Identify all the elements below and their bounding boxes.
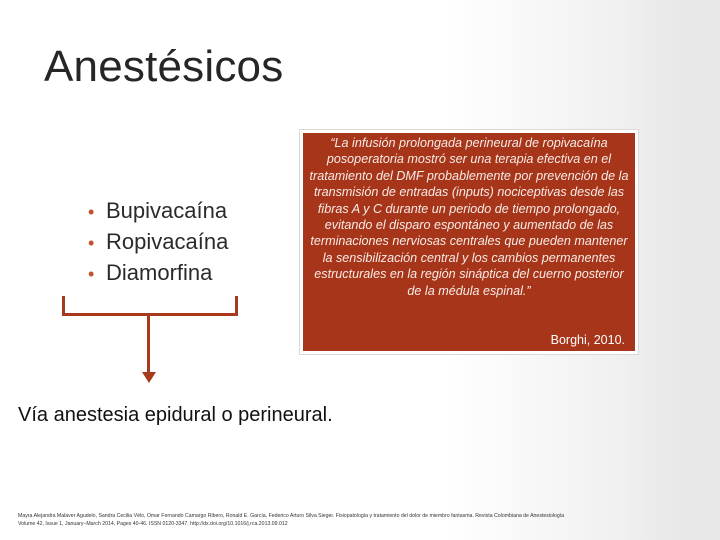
bullet-label: Ropivacaína <box>106 229 229 254</box>
quote-box <box>300 130 638 354</box>
bullet-label: Bupivacaína <box>106 198 228 223</box>
bullet-item-ropivacaina <box>88 227 228 258</box>
quote-citation: Borghi, 2010. <box>550 333 625 347</box>
bullet-mark: • <box>88 264 95 284</box>
down-arrow-shaft <box>147 316 150 374</box>
reference-line: Volume 42, Issue 1, January–March 2014, Pages 40-46. ISSN 0120-3347. http://dx.doi.org/10.1016/j.rca.2013.09.012 <box>18 521 288 527</box>
drug-bullet-list <box>88 196 228 289</box>
bullet-label: Diamorfina <box>106 260 213 285</box>
reference-footer <box>18 512 708 528</box>
bullet-mark: • <box>88 202 95 222</box>
down-arrow-icon <box>142 372 156 383</box>
quote-text: “La infusión prolongada perineural de ropivacaína posoperatoria mostró ser una terapia efectiva en el tratamiento del DMF probablemente por prevención de la transmisión de entradas (inputs) nociceptivas desde las fibras A y C durante un periodo de tiempo prolongado, evitando el disparo espontáneo y aumentado de las terminaciones nerviosas centrales que pueden mantener la sensibilización central y los cambios permanentes estructurales en la región sináptica del cuerno posterior de la médula espinal.” <box>309 136 629 298</box>
bracket-connector <box>62 296 238 316</box>
route-subtitle: Vía anestesia epidural o perineural. <box>18 404 333 426</box>
bullet-mark: • <box>88 233 95 253</box>
background-gradient-strip <box>664 0 720 540</box>
reference-line: Mayra Alejandra Malaver Agudelo, Sandra Cecilia Vélo, Omar Fernando Camargo Ribero, Ronald E. García, Federico Arturo Silva Sieger. Fisiopatología y tratamiento del dolor de miembro fantasma. Revista Colombiana de Anestesiología <box>18 513 565 519</box>
bullet-item-diamorfina <box>88 258 228 289</box>
bullet-item-bupivacaina <box>88 196 228 227</box>
slide-title: Anestésicos <box>44 42 284 91</box>
